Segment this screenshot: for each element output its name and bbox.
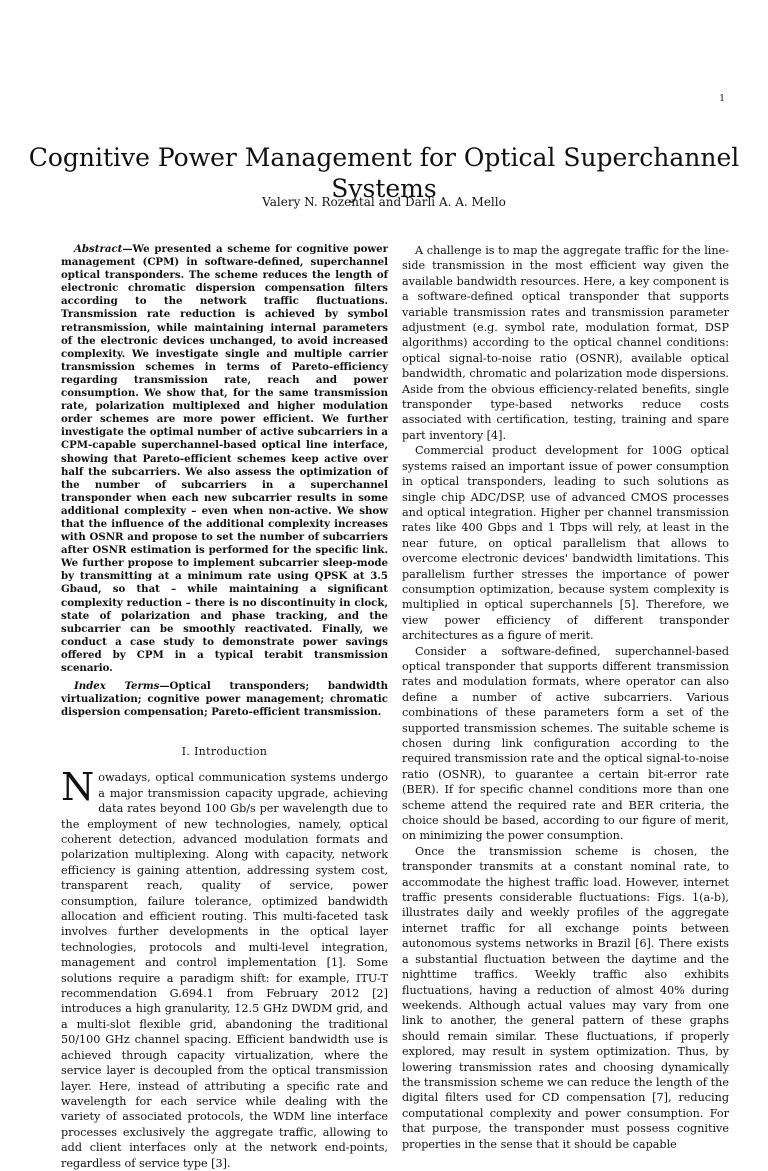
index-terms-dash: — — [159, 680, 170, 693]
authors: Valery N. Rozental and Darli A. A. Mello — [262, 195, 506, 209]
page-number: 1 — [719, 94, 725, 104]
intro-paragraph — [61, 765, 388, 1171]
body-paragraph: Once the transmission scheme is chosen, the transponder transmits at a constant nominal rate, to accommodate the highest traffic load. However, internet traffic presents considerable fluctuations: Figs. 1(a-b), illustrates daily and weekly profiles of the aggregate internet traffic for all exchange points between autonomous systems networks in Brazil [6]. There exists a substantial fluctuation between the daytime and the nighttime traffics. Weekly traffic also exhibits fluctuations, having a reduction of almost 40% during weekends. Although actual values may vary from one link to another, the general pattern of these graphs should remain similar. These fluctuations, if properly explored, may result in system optimization. Thus, by lowering transmission rates and choosing dynamically the transmission scheme we can reduce the length of the digital filters used for CD compensation [7], reducing computational complexity and power consumption. For that purpose, the transponder must possess cognitive properties in the sense that it should be capable — [402, 844, 729, 1151]
abstract-label: Abstract — [74, 243, 123, 255]
section-heading: I. Introduction — [181, 745, 268, 759]
body-paragraph: A challenge is to map the aggregate traffic for the line-side transmission in the most efficient way given the available bandwidth resources. Here, a key component is a software-defined optical transponder that supports variable transmission rates and transmission parameter adjustment (e.g. symbol rate, modulation format, DSP algorithms) according to the optical channel conditions: optical signal-to-noise ratio (OSNR), available optical bandwidth, chromatic and polarization mode dispersions. Aside from the obvious efficiency-related benefits, single transponder type-based networks reduce costs associated with certification, testing, training and spare part inventory [4]. — [402, 244, 729, 442]
index-terms — [61, 680, 388, 719]
abstract — [61, 243, 388, 675]
intro-text: owadays, optical communication systems undergo a major transmission capacity upgrade, achieving data rates beyond 100 Gb/s per wavelength due to the employment of new technologies, namely, optical coherent detection, advanced modulation formats and polarization multiplexing. Along with capacity, network efficiency is gaining attention, addressing system cost, transparent reach, quality of service, power consumption, failure tolerance, optimized bandwidth allocation and efficient routing. This multi-faceted task involves further developments in the optical layer technologies, protocols and multi-level integration, management and control implementation [1]. Some solutions require a paradigm shift: for example, ITU-T recommendation G.694.1 from February 2012 [2] introduces a high granularity, 12.5 GHz DWDM grid, and a multi-slot flexible grid, abandoning the traditional 50/100 GHz channel spacing. Efficient bandwidth use is achieved through capacity virtualization, where the service layer is decoupled from the optical transmission layer. Here, instead of attributing a specific rate and wavelength for each service while dealing with the variety of associated protocols, the WDM line interface processes exclusively the aggregate traffic, allowing to add client interfaces only at the network end-points, regardless of service type [3]. — [61, 771, 388, 1170]
index-terms-label: Index Terms — [74, 680, 160, 693]
body-paragraph: Consider a software-defined, superchannel-based optical transponder that supports different transmission rates and modulation formats, where operator can also define a number of active subcarriers. Various combinations of these parameters form a set of the supported transmission schemes. The suitable scheme is chosen during link configuration according to the required transmission rate and the optical signal-to-noise ratio (OSNR), to guarantee a certain bit-error rate (BER). If for specific channel conditions more than one scheme attend the required rate and BER criteria, the choice should be based, according to our figure of merit, on minimizing the power consumption. — [402, 644, 729, 843]
drop-cap: N — [61, 765, 95, 810]
abstract-dash: — — [122, 243, 133, 255]
body-paragraph: Commercial product development for 100G optical systems raised an important issue of power consumption in optical transponders, leading to such solutions as single chip ADC/DSP, use of advanced CMOS processes and optical integration. Higher per channel transmission rates like 400 Gbps and 1 Tbps will rely, at least in the near future, on optical parallelism that allows to overcome electronic devices' bandwidth limitations. This parallelism further stresses the importance of power consumption optimization, because system complexity is multiplied in optical superchannels [5]. Therefore, we view power efficiency of different transponder architectures as a figure of merit. — [402, 444, 729, 643]
index-terms-text: Optical transponders; bandwidth virtualization; cognitive power management; chromatic dispersion compensation; Pareto-efficient transmission. — [61, 680, 388, 719]
right-column — [402, 243, 729, 1152]
paper-title: Cognitive Power Management for Optical Superchannel Systems — [28, 142, 740, 203]
left-column — [61, 243, 388, 1171]
abstract-text: We presented a scheme for cognitive power management (CPM) in software-defined, superchannel optical transponders. The scheme reduces the length of electronic chromatic dispersion compensation filters according to the network traffic fluctuations. Transmission rate reduction is achieved by symbol retransmission, while maintaining internal parameters of the electronic devices unchanged, to avoid increased complexity. We investigate single and multiple carrier transmission schemes in terms of Pareto-efficiency regarding transmission rate, reach and power consumption. We show that, for the same transmission rate, polarization multiplexed and higher modulation order schemes are more power efficient. We further investigate the optimal number of active subcarriers in a CPM-capable superchannel-based optical line interface, showing that Pareto-efficient schemes keep active over half the subcarriers. We also assess the optimization of the number of subcarriers in a superchannel transponder when each new subcarrier results in some additional complexity – even when non-active. We show that the influence of the additional complexity increases with OSNR and propose to set the number of subcarriers after OSNR estimation is performed for the specific link. We further propose to implement subcarrier sleep-mode by transmitting at a minimum rate using QPSK at 3.5 Gbaud, so that – while maintaining a significant complexity reduction – there is no discontinuity in clock, state of polarization and phase tracking, and the subcarrier can be smoothly reactivated. Finally, we conduct a case study to demonstrate power savings offered by CPM in a typical terabit transmission scenario. — [61, 243, 388, 674]
